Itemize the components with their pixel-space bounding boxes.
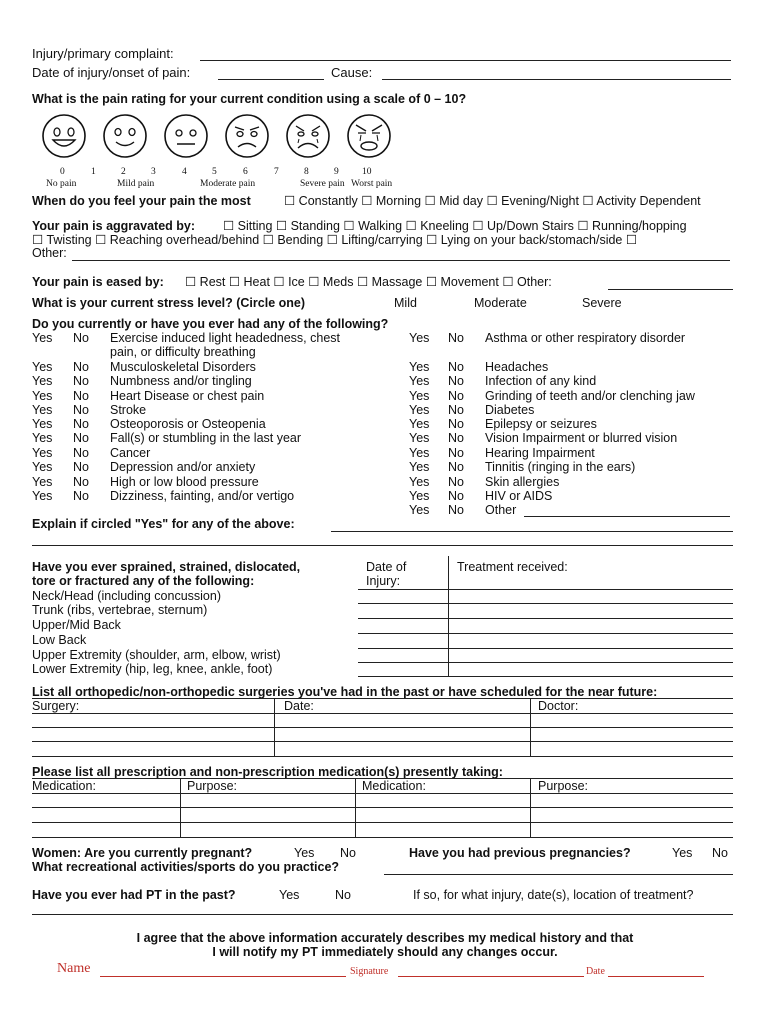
history-no-option[interactable]: No	[73, 489, 89, 503]
scale-number: 0	[60, 167, 65, 177]
history-condition-label: Exercise induced light headedness, chest	[110, 331, 341, 345]
history-yes-option[interactable]: Yes	[409, 503, 430, 517]
history-yes-option[interactable]: Yes	[409, 417, 430, 431]
history-question: Do you currently or have you ever had any of the following?	[32, 317, 389, 331]
history-condition-label: Numbness and/or tingling	[110, 374, 252, 388]
injury-body-part-label: Lower Extremity (hip, leg, knee, ankle, foot)	[32, 662, 273, 676]
medications-question: Please list all prescription and non-prescription medication(s) presently taking:	[32, 765, 503, 779]
history-yes-option[interactable]: Yes	[409, 489, 430, 503]
history-no-option[interactable]: No	[448, 489, 464, 503]
pt-followup-question: If so, for what injury, date(s), location of treatment?	[413, 888, 694, 902]
scale-number: 9	[334, 167, 339, 177]
face-icon-moderate-severe-pain[interactable]	[223, 112, 271, 160]
previous-pregnancies-question: Have you had previous pregnancies?	[409, 846, 631, 860]
history-condition-label: Other	[485, 503, 517, 517]
history-no-option[interactable]: No	[73, 431, 89, 445]
date-injury-field[interactable]	[218, 79, 324, 80]
pain-scale-question: What is the pain rating for your current condition using a scale of 0 – 10?	[32, 92, 467, 106]
history-no-option[interactable]: No	[73, 475, 89, 489]
injury-row-line[interactable]	[358, 662, 733, 663]
history-yes-option[interactable]: Yes	[32, 446, 53, 460]
date-field[interactable]	[608, 976, 704, 977]
history-yes-option[interactable]: Yes	[409, 374, 430, 388]
history-no-option[interactable]: No	[73, 374, 89, 388]
injury-body-part-label: Neck/Head (including concussion)	[32, 589, 221, 603]
history-no-option[interactable]: No	[448, 446, 464, 460]
medications-row-line[interactable]	[32, 822, 733, 823]
previous-pregnancies-yes[interactable]: Yes	[672, 846, 693, 860]
history-yes-option[interactable]: Yes	[32, 374, 53, 388]
history-yes-option[interactable]: Yes	[409, 460, 430, 474]
medications-row-line[interactable]	[32, 807, 733, 808]
injury-body-part-label: Upper/Mid Back	[32, 618, 121, 632]
date-label: Date	[586, 966, 605, 977]
history-yes-option[interactable]: Yes	[32, 360, 53, 374]
medications-row-line[interactable]	[32, 793, 733, 794]
aggravated-question: Your pain is aggravated by:	[32, 219, 196, 233]
stress-question: What is your current stress level? (Circle one)	[32, 296, 305, 310]
face-icon-moderate-pain[interactable]	[162, 112, 210, 160]
history-other-field[interactable]	[524, 516, 730, 517]
face-icon-no-pain[interactable]	[40, 112, 88, 160]
recreation-question: What recreational activities/sports do you practice?	[32, 860, 340, 874]
surgeries-row-line[interactable]	[32, 741, 733, 742]
scale-label: Worst pain	[351, 179, 393, 189]
injury-label: Injury/primary complaint:	[32, 46, 174, 61]
medications-col-med-2: Medication:	[362, 779, 426, 793]
stress-severe[interactable]: Severe	[582, 296, 622, 310]
history-yes-option[interactable]: Yes	[32, 389, 53, 403]
explain-label: Explain if circled "Yes" for any of the above:	[32, 517, 295, 531]
history-condition-label: Diabetes	[485, 403, 535, 417]
pt-no[interactable]: No	[335, 888, 351, 902]
history-no-option[interactable]: No	[73, 417, 89, 431]
medications-col-purpose-2: Purpose:	[538, 779, 589, 793]
history-condition-label: Epilepsy or seizures	[485, 417, 597, 431]
pain-most-question: When do you feel your pain the most	[32, 194, 251, 208]
history-yes-option[interactable]: Yes	[32, 431, 53, 445]
history-no-option[interactable]: No	[448, 403, 464, 417]
history-condition-label: Hearing Impairment	[485, 446, 595, 460]
scale-number: 7	[274, 167, 279, 177]
history-yes-option[interactable]: Yes	[409, 431, 430, 445]
history-no-option[interactable]: No	[448, 360, 464, 374]
history-condition-label: Depression and/or anxiety	[110, 460, 256, 474]
eased-options[interactable]: ☐ Rest ☐ Heat ☐ Ice ☐ Meds ☐ Massage ☐ Movement ☐ Other:	[185, 275, 552, 289]
stress-moderate[interactable]: Moderate	[474, 296, 527, 310]
history-yes-option[interactable]: Yes	[32, 489, 53, 503]
history-condition-label: Osteoporosis or Osteopenia	[110, 417, 266, 431]
name-label: Name	[57, 961, 91, 976]
pt-question: Have you ever had PT in the past?	[32, 888, 236, 902]
history-no-option[interactable]: No	[448, 431, 464, 445]
history-no-option[interactable]: No	[448, 475, 464, 489]
injury-row-line[interactable]	[358, 648, 733, 649]
recreation-field[interactable]	[384, 874, 733, 875]
history-yes-option[interactable]: Yes	[32, 417, 53, 431]
injuries-date-header-2: Injury:	[366, 574, 401, 588]
pain-scale-labels	[44, 167, 404, 191]
history-yes-option[interactable]: Yes	[32, 403, 53, 417]
date-injury-label: Date of injury/onset of pain:	[32, 65, 191, 80]
medications-col-purpose-1: Purpose:	[187, 779, 238, 793]
medications-top-rule	[32, 778, 733, 779]
history-condition-label: Cancer	[110, 446, 151, 460]
scale-label: Moderate pain	[200, 179, 256, 189]
injuries-date-header: Date of	[366, 560, 407, 574]
aggravated-other-field[interactable]	[72, 260, 730, 261]
history-condition-label: pain, or difficulty breathing	[110, 345, 256, 359]
eased-other-field[interactable]	[608, 289, 733, 290]
cause-field[interactable]	[382, 79, 731, 80]
surgeries-col-date: Date:	[284, 699, 314, 713]
injury-row-line[interactable]	[358, 618, 733, 619]
history-condition-label: Skin allergies	[485, 475, 560, 489]
history-condition-label: High or low blood pressure	[110, 475, 259, 489]
injuries-question-2: tore or fractured any of the following:	[32, 574, 255, 588]
face-icon-worst-pain[interactable]	[345, 112, 393, 160]
surgeries-top-rule	[32, 698, 733, 699]
history-condition-label: Dizziness, fainting, and/or vertigo	[110, 489, 295, 503]
history-yes-option[interactable]: Yes	[409, 360, 430, 374]
injury-row-line[interactable]	[358, 589, 733, 590]
history-no-option[interactable]: No	[448, 417, 464, 431]
injury-row-line[interactable]	[358, 603, 733, 604]
injury-body-part-label: Trunk (ribs, vertebrae, sternum)	[32, 603, 208, 617]
history-yes-option[interactable]: Yes	[409, 389, 430, 403]
pt-followup-field[interactable]	[32, 914, 733, 915]
history-yes-option[interactable]: Yes	[409, 331, 430, 345]
scale-label: No pain	[46, 179, 77, 189]
face-icon-mild-pain[interactable]	[101, 112, 149, 160]
pt-yes[interactable]: Yes	[279, 888, 300, 902]
injury-body-part-label: Low Back	[32, 633, 87, 647]
injury-body-part-label: Upper Extremity (shoulder, arm, elbow, wrist)	[32, 648, 281, 662]
history-yes-option[interactable]: Yes	[32, 475, 53, 489]
medications-col-med-1: Medication:	[32, 779, 96, 793]
pregnant-question: Women: Are you currently pregnant?	[32, 846, 253, 860]
scale-number: 6	[243, 167, 248, 177]
history-no-option[interactable]: No	[73, 360, 89, 374]
history-no-option[interactable]: No	[73, 460, 89, 474]
eased-question: Your pain is eased by:	[32, 275, 164, 289]
history-condition-label: Vision Impairment or blurred vision	[485, 431, 678, 445]
face-icon-severe-pain[interactable]	[284, 112, 332, 160]
explain-field[interactable]	[331, 531, 733, 532]
injury-field[interactable]	[200, 60, 731, 61]
history-yes-option[interactable]: Yes	[409, 446, 430, 460]
surgeries-col-surgery: Surgery:	[32, 699, 80, 713]
scale-label: Severe pain	[300, 179, 345, 189]
scale-number: 10	[362, 167, 372, 177]
history-condition-label: Asthma or other respiratory disorder	[485, 331, 686, 345]
scale-number: 2	[121, 167, 126, 177]
explain-field-line-2[interactable]	[32, 545, 733, 546]
aggravated-options-1[interactable]: ☐ Sitting ☐ Standing ☐ Walking ☐ Kneeling ☐ Up/Down Stairs ☐ Running/hopping	[223, 219, 687, 233]
history-condition-label: Fall(s) or stumbling in the last year	[110, 431, 302, 445]
medications-row-line[interactable]	[32, 837, 733, 838]
cause-label: Cause:	[331, 65, 373, 80]
scale-number: 1	[91, 167, 96, 177]
history-no-option[interactable]: No	[73, 331, 89, 345]
injuries-column-divider	[448, 556, 449, 677]
history-condition-label: Musculoskeletal Disorders	[110, 360, 256, 374]
scale-number: 3	[151, 167, 156, 177]
scale-number: 5	[212, 167, 217, 177]
history-no-option[interactable]: No	[73, 389, 89, 403]
history-no-option[interactable]: No	[448, 460, 464, 474]
history-yes-option[interactable]: Yes	[32, 331, 53, 345]
history-condition-label: Grinding of teeth and/or clenching jaw	[485, 389, 695, 403]
history-condition-label: Tinnitis (ringing in the ears)	[485, 460, 636, 474]
scale-label: Mild pain	[117, 179, 155, 189]
signature-label: Signature	[350, 966, 389, 977]
history-condition-label: Headaches	[485, 360, 549, 374]
history-yes-option[interactable]: Yes	[409, 403, 430, 417]
history-yes-option[interactable]: Yes	[32, 460, 53, 474]
history-no-option[interactable]: No	[73, 446, 89, 460]
surgeries-row-line[interactable]	[32, 727, 733, 728]
surgeries-col-doctor: Doctor:	[538, 699, 579, 713]
history-no-option[interactable]: No	[448, 389, 464, 403]
name-field[interactable]	[100, 976, 346, 977]
pregnant-no[interactable]: No	[340, 846, 356, 860]
history-no-option[interactable]: No	[448, 503, 464, 517]
surgeries-row-line[interactable]	[32, 756, 733, 757]
pregnant-yes[interactable]: Yes	[294, 846, 315, 860]
injuries-treatment-header: Treatment received:	[457, 560, 568, 574]
surgeries-question: List all orthopedic/non-orthopedic surgeries you've had in the past or have scheduled for the near future:	[32, 685, 658, 699]
pain-most-options[interactable]: ☐ Constantly ☐ Morning ☐ Mid day ☐ Evening/Night ☐ Activity Dependent	[284, 194, 701, 208]
history-condition-label: Stroke	[110, 403, 147, 417]
previous-pregnancies-no[interactable]: No	[712, 846, 728, 860]
history-no-option[interactable]: No	[73, 403, 89, 417]
scale-number: 4	[182, 167, 187, 177]
injury-row-line[interactable]	[358, 633, 733, 634]
scale-number: 8	[304, 167, 309, 177]
injuries-question-1: Have you ever sprained, strained, dislocated,	[32, 560, 301, 574]
signature-field[interactable]	[398, 976, 584, 977]
surgeries-row-line[interactable]	[32, 713, 733, 714]
history-condition-label: HIV or AIDS	[485, 489, 553, 503]
history-condition-label: Heart Disease or chest pain	[110, 389, 265, 403]
agreement-line-2: I will notify my PT immediately should any changes occur.	[212, 945, 558, 959]
history-yes-option[interactable]: Yes	[409, 475, 430, 489]
stress-mild[interactable]: Mild	[394, 296, 417, 310]
history-no-option[interactable]: No	[448, 374, 464, 388]
agreement-line-1: I agree that the above information accurately describes my medical history and that	[136, 931, 634, 945]
injury-row-line[interactable]	[358, 676, 733, 677]
aggravated-other-label: Other:	[32, 246, 67, 260]
history-condition-label: Infection of any kind	[485, 374, 597, 388]
aggravated-options-2[interactable]: ☐ Twisting ☐ Reaching overhead/behind ☐ Bending ☐ Lifting/carrying ☐ Lying on your back/stomach/side ☐	[32, 233, 638, 247]
history-no-option[interactable]: No	[448, 331, 464, 345]
